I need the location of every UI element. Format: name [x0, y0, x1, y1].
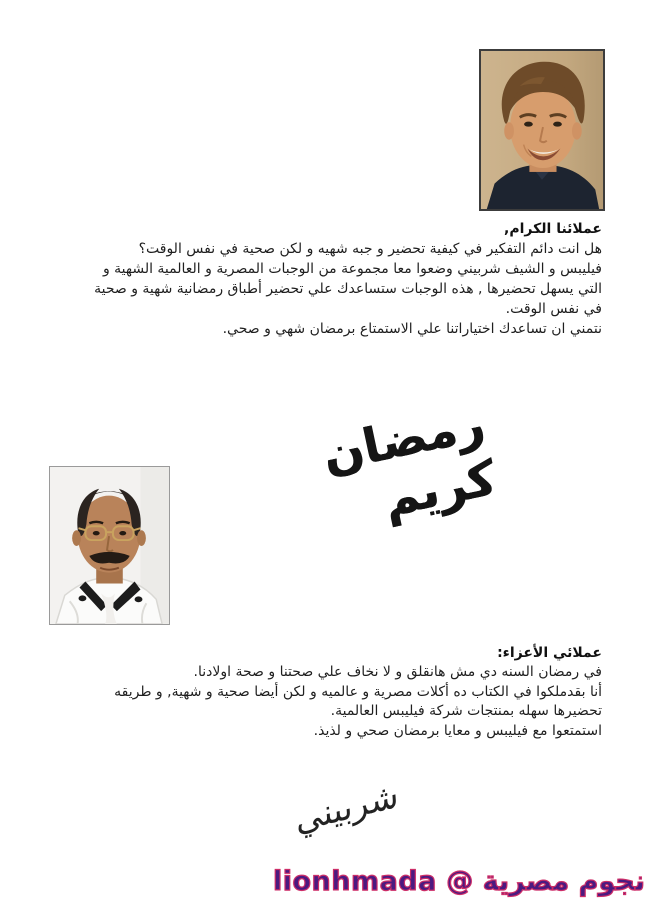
chef-sherbini-photo [49, 466, 170, 625]
philips-man-illustration [481, 51, 603, 209]
chef-sherbini-illustration [50, 467, 169, 624]
greeting-line-3: التي يسهل تحضيرها , هذه الوجبات ستساعدك علي تحضير أطباق رمضانية شهية و صحية [94, 281, 602, 297]
chef-greeting-line-4: استمتعوا مع فيليبس و معايا برمضان صحي و لذيذ. [313, 722, 602, 739]
chef-signature: شربيني [294, 774, 400, 842]
greeting-line-2: فيليبس و الشيف شربيني وضعوا معا مجموعة من الوجبات المصرية و العالمية الشهية و [102, 261, 602, 277]
philips-man-photo [479, 49, 605, 211]
ramadan-kareem-calligraphy: رمضان كريم [317, 395, 501, 529]
greeting-line-1: هل انت دائم التفكير في كيفية تحضير و جبه شهيه و لكن صحية في نفس الوقت؟ [138, 241, 602, 257]
chef-greeting-line-1: في رمضان السنه دي مش هانقلق و لا نخاف علي صحتنا و صحة اولادنا. [193, 664, 602, 680]
chef-greeting-line-3: تحضيرها سهله بمنتجات شركة فيليبس العالمية. [330, 703, 602, 719]
watermark-text: نجوم مصرية @ lionhmada [272, 866, 645, 897]
greeting-line-5: نتمني ان تساعدك اختياراتنا علي الاستمتاع برمضان شهي و صحي. [222, 321, 602, 337]
customers-greeting-block [40, 219, 602, 339]
chef-greeting-heading: عملائي الأعزاء: [497, 645, 602, 661]
chef-greeting-block [40, 643, 602, 741]
greeting-line-4: في نفس الوقت. [505, 301, 602, 317]
customers-greeting-heading: عملائنا الكرام, [504, 221, 602, 237]
chef-greeting-line-2: أنا بقدملكوا في الكتاب ده أكلات مصرية و عالميه و لكن أيضا صحية و شهية, و طريقه [114, 683, 602, 700]
